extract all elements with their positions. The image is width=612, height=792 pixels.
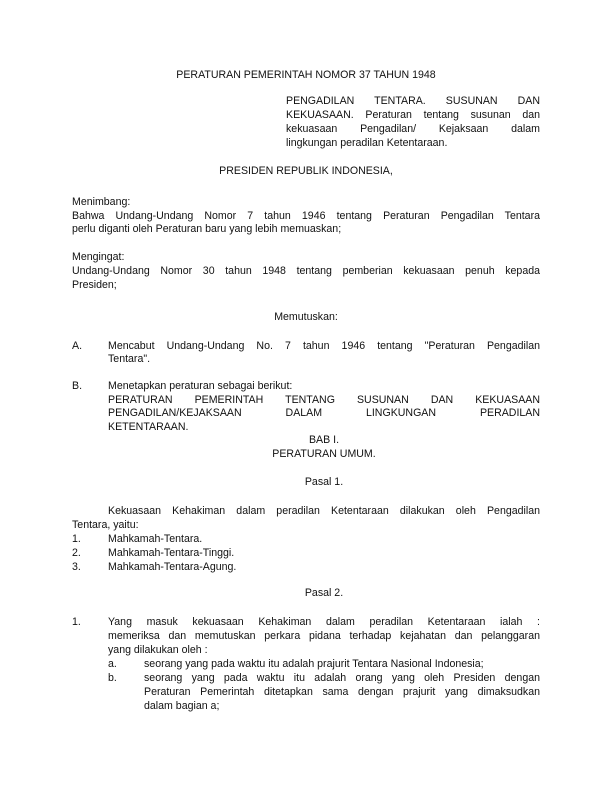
list-item-marker: 3. xyxy=(72,561,81,573)
item-a-marker: A. xyxy=(72,340,83,352)
pasal-2-heading: Pasal 2. xyxy=(304,587,344,599)
memutuskan-heading: Memutuskan: xyxy=(274,311,338,323)
item-a-text: Tentara". xyxy=(108,353,151,365)
item-b-text: PENGADILAN/KEJAKSAAN DALAM LINGKUNGAN PERADILAN xyxy=(108,407,540,419)
sub-item-text: dalam bagian a; xyxy=(144,700,220,712)
item-b-text: Menetapkan peraturan sebagai berikut: xyxy=(108,380,293,392)
item-b-text: KETENTARAAN. xyxy=(108,421,189,433)
list-item-marker: 1. xyxy=(72,533,81,545)
president-heading: PRESIDEN REPUBLIK INDONESIA, xyxy=(219,165,393,177)
item-a-text: Mencabut Undang-Undang No. 7 tahun 1946 tentang "Peraturan Pengadilan xyxy=(108,340,540,352)
item-b-marker: B. xyxy=(72,380,83,392)
sub-item-text: Peraturan Pemerintah ditetapkan sama dengan prajurit yang dimaksudkan xyxy=(144,686,540,698)
sub-item-text: seorang yang pada waktu itu adalah prajurit Tentara Nasional Indonesia; xyxy=(144,658,484,670)
pasal-1-text: Kekuasaan Kehakiman dalam peradilan Ketentaraan dilakukan oleh Pengadilan xyxy=(108,505,540,517)
pasal-1-heading: Pasal 1. xyxy=(304,476,344,488)
subject-line: lingkungan peradilan Ketentaraan. xyxy=(286,137,448,149)
sub-item-marker: a. xyxy=(108,658,117,670)
list-item-marker: 2. xyxy=(72,547,81,559)
menimbang-text: Bahwa Undang-Undang Nomor 7 tahun 1946 tentang Peraturan Pengadilan Tentara xyxy=(72,210,540,222)
document-title: PERATURAN PEMERINTAH NOMOR 37 TAHUN 1948 xyxy=(176,69,436,81)
menimbang-text: perlu diganti oleh Peraturan baru yang lebih memuaskan; xyxy=(72,223,342,235)
bab-title: PERATURAN UMUM. xyxy=(272,448,376,460)
pasal-2-item-marker: 1. xyxy=(72,616,81,628)
list-item: Mahkamah-Tentara-Agung. xyxy=(108,561,237,573)
pasal-2-item-text: memeriksa dan memutuskan perkara pidana terhadap kejahatan dan pelanggaran xyxy=(108,630,540,642)
pasal-1-text: Tentara, yaitu: xyxy=(72,519,139,531)
list-item: Mahkamah-Tentara. xyxy=(108,533,203,545)
mengingat-heading: Mengingat: xyxy=(72,251,125,263)
sub-item-marker: b. xyxy=(108,672,117,684)
sub-item-text: seorang yang pada waktu itu adalah orang yang oleh Presiden dengan xyxy=(144,672,540,684)
menimbang-heading: Menimbang: xyxy=(72,196,131,208)
subject-line: kekuasaan Pengadilan/ Kejaksaan dalam xyxy=(286,123,540,135)
subject-line: KEKUASAAN. Peraturan tentang susunan dan xyxy=(286,109,540,121)
mengingat-text: Undang-Undang Nomor 30 tahun 1948 tentang pemberian kekuasaan penuh kepada xyxy=(72,265,540,277)
bab-heading: BAB I. xyxy=(308,434,340,446)
mengingat-text: Presiden; xyxy=(72,279,117,291)
subject-line: PENGADILAN TENTARA. SUSUNAN DAN xyxy=(286,95,540,107)
list-item: Mahkamah-Tentara-Tinggi. xyxy=(108,547,235,559)
item-b-text: PERATURAN PEMERINTAH TENTANG SUSUNAN DAN KEKUASAAN xyxy=(108,394,540,406)
pasal-2-item-text: Yang masuk kekuasaan Kehakiman dalam peradilan Ketentaraan ialah : xyxy=(108,616,540,628)
pasal-2-item-text: yang dilakukan oleh : xyxy=(108,644,208,656)
